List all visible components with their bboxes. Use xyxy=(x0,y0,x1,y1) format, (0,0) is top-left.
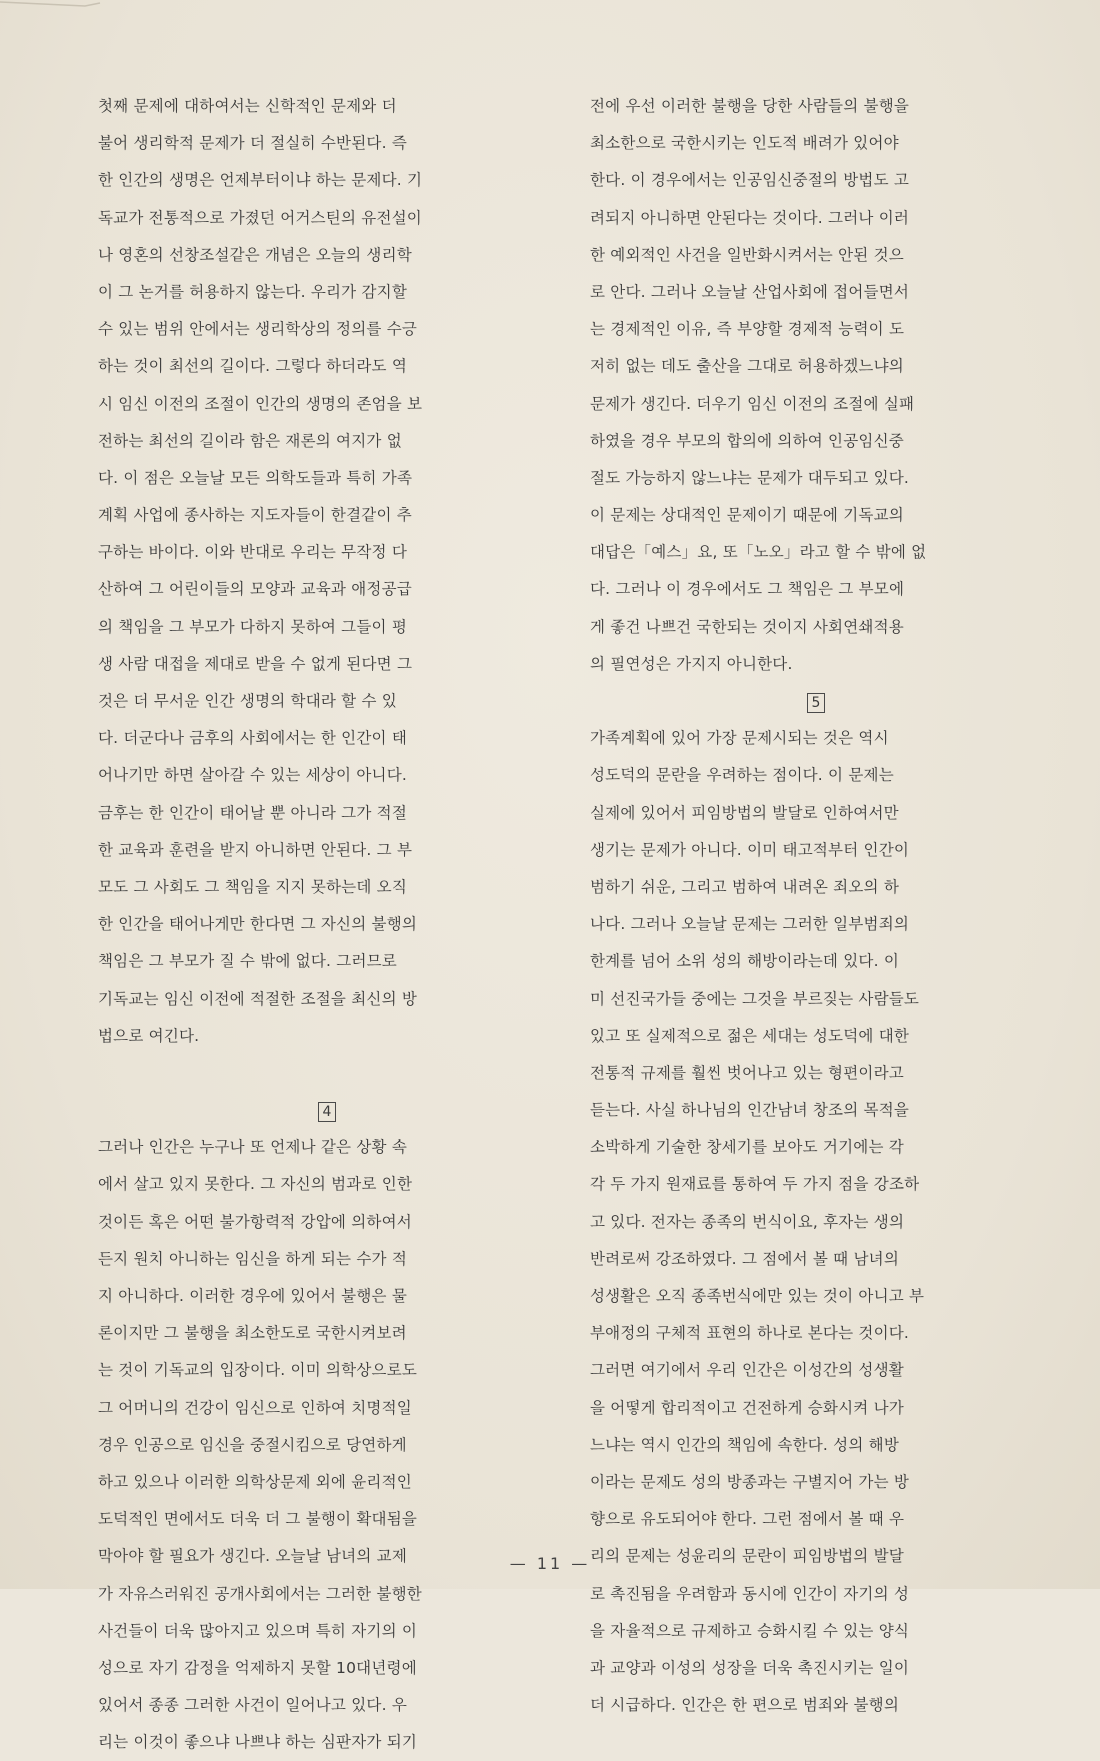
text-line: 구하는 바이다. 이와 반대로 우리는 무작정 다 xyxy=(98,543,408,562)
right-column xyxy=(590,88,1042,1724)
text-line: 독교가 전통적으로 가졌던 어거스틴의 유전설이 xyxy=(98,208,422,227)
section-number: 5 xyxy=(807,693,825,713)
text-line: 하는 것이 최선의 길이다. 그렇다 하더라도 역 xyxy=(98,357,408,376)
text-line: 경우 인공으로 임신을 중절시킴으로 당연하게 xyxy=(98,1435,407,1454)
text-line: 최소한으로 국한시키는 인도적 배려가 있어야 xyxy=(590,134,899,153)
text-line: 리는 이것이 좋으냐 나쁘냐 하는 심판자가 되기 xyxy=(98,1733,418,1752)
text-line: 있고 또 실제적으로 젊은 세대는 성도덕에 대한 xyxy=(590,1026,910,1045)
text-line: 향으로 유도되어야 한다. 그런 점에서 볼 때 우 xyxy=(590,1510,905,1529)
text-line: 전통적 규제를 훨씬 벗어나고 있는 형편이라고 xyxy=(590,1063,904,1082)
text-line: 한 인간의 생명은 언제부터이냐 하는 문제다. 기 xyxy=(98,171,423,190)
text-line: 성도덕의 문란을 우려하는 점이다. 이 문제는 xyxy=(590,766,894,785)
text-line: 한 교육과 훈련을 받지 아니하면 안된다. 그 부 xyxy=(98,840,413,859)
text-line: 나다. 그러나 오늘날 문제는 그러한 일부범죄의 xyxy=(590,915,910,934)
text-line: 소박하게 기술한 창세기를 보아도 거기에는 각 xyxy=(590,1138,904,1157)
left-column xyxy=(98,88,556,1761)
text-line: 듣는다. 사실 하나님의 인간남녀 창조의 목적을 xyxy=(590,1101,910,1120)
text-line: 범하기 쉬운, 그리고 범하여 내려온 죄오의 하 xyxy=(590,877,900,896)
text-line: 저히 없는 데도 출산을 그대로 허용하겠느냐의 xyxy=(590,357,904,376)
text-line: 성으로 자기 감정을 억제하지 못할 10대년령에 xyxy=(98,1658,417,1677)
text-line: 절도 가능하지 않느냐는 문제가 대두되고 있다. xyxy=(590,468,910,487)
text-line: 그러면 여기에서 우리 인간은 이성간의 성생활 xyxy=(590,1361,904,1380)
text-line: 든지 원치 아니하는 임신을 하게 되는 수가 적 xyxy=(98,1249,408,1268)
text-line: 그 어머니의 건강이 임신으로 인하여 치명적일 xyxy=(98,1398,412,1417)
text-line: 의 책임을 그 부모가 다하지 못하여 그들이 평 xyxy=(98,617,408,636)
text-line: 느냐는 역시 인간의 책임에 속한다. 성의 해방 xyxy=(590,1435,900,1454)
text-line: 의 필연성은 가지지 아니한다. xyxy=(590,654,793,673)
text-line: 고 있다. 전자는 종족의 번식이요, 후자는 생의 xyxy=(590,1212,905,1231)
text-line: 부애정의 구체적 표현의 하나로 본다는 것이다. xyxy=(590,1324,910,1343)
text-line: 한 예외적인 사건을 일반화시켜서는 안된 것으 xyxy=(590,245,904,264)
text-line: 과 교양과 이성의 성장을 더욱 촉진시키는 일이 xyxy=(590,1658,910,1677)
text-line: 어나기만 하면 살아갈 수 있는 세상이 아니다. xyxy=(98,766,408,785)
text-line: 게 좋건 나쁘건 국한되는 것이지 사회연쇄적용 xyxy=(590,617,904,636)
text-line: 하였을 경우 부모의 합의에 의하여 인공임신중 xyxy=(590,431,904,450)
text-line: 다. 더군다나 금후의 사회에서는 한 인간이 태 xyxy=(98,729,408,748)
text-line: 이 문제는 상대적인 문제이기 때문에 기독교의 xyxy=(590,506,904,525)
text-line: 도덕적인 면에서도 더욱 더 그 불행이 확대됨을 xyxy=(98,1510,418,1529)
text-line: 모도 그 사회도 그 책임을 지지 못하는데 오직 xyxy=(98,877,408,896)
text-line: 기독교는 임신 이전에 적절한 조절을 최신의 방 xyxy=(98,989,418,1008)
text-line: 각 두 가지 원재료를 통하여 두 가지 점을 강조하 xyxy=(590,1175,920,1194)
text-line: 생기는 문제가 아니다. 이미 태고적부터 인간이 xyxy=(590,840,910,859)
text-line: 전에 우선 이러한 불행을 당한 사람들의 불행을 xyxy=(590,97,910,115)
text-line: 사건들이 더욱 많아지고 있으며 특히 자기의 이 xyxy=(98,1621,418,1640)
section-number: 4 xyxy=(318,1102,336,1122)
text-line: 나 영혼의 선창조설같은 개념은 오늘의 생리학 xyxy=(98,245,412,264)
text-line: 그러나 인간은 누구나 또 언제나 같은 상황 속 xyxy=(98,1138,408,1157)
text-line: 금후는 한 인간이 태어날 뿐 아니라 그가 적절 xyxy=(98,803,408,822)
text-line: 더 시급하다. 인간은 한 편으로 범죄와 불행의 xyxy=(590,1696,900,1715)
text-line: 법으로 여긴다. xyxy=(98,1026,200,1045)
text-line: 론이지만 그 불행을 최소한도로 국한시켜보려 xyxy=(98,1324,407,1343)
text-line: 한다. 이 경우에서는 인공임신중절의 방법도 고 xyxy=(590,171,910,190)
text-line: 있어서 종종 그러한 사건이 일어나고 있다. 우 xyxy=(98,1696,408,1715)
corner-scratch-mark xyxy=(0,0,110,14)
text-line: 산하여 그 어린이들의 모양과 교육과 애정공급 xyxy=(98,580,412,599)
text-line: 리의 문제는 성윤리의 문란이 피임방법의 발달 xyxy=(590,1547,904,1566)
text-line: 한 인간을 태어나게만 한다면 그 자신의 불행의 xyxy=(98,915,418,934)
text-line: 가족계획에 있어 가장 문제시되는 것은 역시 xyxy=(590,729,889,748)
text-line: 생 사람 대접을 제대로 받을 수 없게 된다면 그 xyxy=(98,654,413,673)
text-line: 막아야 할 필요가 생긴다. 오늘날 남녀의 교제 xyxy=(98,1547,408,1566)
text-line: 이 그 논거를 허용하지 않는다. 우리가 감지할 xyxy=(98,282,408,301)
text-line: 지 아니하다. 이러한 경우에 있어서 불행은 물 xyxy=(98,1287,408,1305)
right-paragraph-a xyxy=(590,88,1042,683)
text-line: 시 임신 이전의 조절이 인간의 생명의 존엄을 보 xyxy=(98,394,423,413)
text-line: 가 자유스러워진 공개사회에서는 그러한 불행한 xyxy=(98,1584,422,1603)
text-line: 을 자율적으로 규제하고 승화시킬 수 있는 양식 xyxy=(590,1621,910,1640)
text-line: 성생활은 오직 종족번식에만 있는 것이 아니고 부 xyxy=(590,1287,925,1305)
text-line: 첫째 문제에 대하여서는 신학적인 문제와 더 xyxy=(98,97,397,115)
left-paragraph-b xyxy=(98,1129,556,1761)
text-line: 불어 생리학적 문제가 더 절실히 수반된다. 즉 xyxy=(98,134,408,153)
spacer xyxy=(98,1055,556,1092)
text-line: 이라는 문제도 성의 방종과는 구별지어 가는 방 xyxy=(590,1472,910,1491)
text-line: 것이든 혹은 어떤 불가항력적 강압에 의하여서 xyxy=(98,1212,412,1231)
text-line: 다. 이 점은 오늘날 모든 의학도들과 특히 가족 xyxy=(98,468,413,487)
text-line: 계획 사업에 종사하는 지도자들이 한결같이 추 xyxy=(98,506,412,525)
text-line: 로 안다. 그러나 오늘날 산업사회에 접어들면서 xyxy=(590,282,910,301)
page-number: — 11 — xyxy=(509,1554,591,1573)
text-line: 책임은 그 부모가 질 수 밖에 없다. 그러므로 xyxy=(98,952,397,971)
text-line: 는 경제적인 이유, 즉 부양할 경제적 능력이 도 xyxy=(590,320,905,339)
text-line: 것은 더 무서운 인간 생명의 학대라 할 수 있 xyxy=(98,692,397,710)
text-line: 수 있는 범위 안에서는 생리학상의 정의를 수긍 xyxy=(98,320,418,339)
text-line: 다. 그러나 이 경우에서도 그 책임은 그 부모에 xyxy=(590,580,905,599)
text-line: 로 촉진됨을 우려함과 동시에 인간이 자기의 성 xyxy=(590,1584,910,1603)
text-line: 반려로써 강조하였다. 그 점에서 볼 때 남녀의 xyxy=(590,1249,900,1268)
text-line: 실제에 있어서 피임방법의 발달로 인하여서만 xyxy=(590,803,899,822)
text-line: 는 것이 기독교의 입장이다. 이미 의학상으로도 xyxy=(98,1361,418,1380)
left-paragraph-a xyxy=(98,88,556,1055)
text-line: 려되지 아니하면 안된다는 것이다. 그러나 이러 xyxy=(590,208,910,227)
text-line: 하고 있으나 이러한 의학상문제 외에 윤리적인 xyxy=(98,1472,412,1491)
text-line: 을 어떻게 합리적이고 건전하게 승화시켜 나가 xyxy=(590,1398,904,1417)
right-paragraph-b xyxy=(590,720,1042,1724)
text-line: 대답은「예스」요, 또「노오」라고 할 수 밖에 없 xyxy=(590,543,927,562)
text-line: 미 선진국가들 중에는 그것을 부르짖는 사람들도 xyxy=(590,989,920,1008)
text-line: 문제가 생긴다. 더우기 임신 이전의 조절에 실패 xyxy=(590,394,915,413)
section-marker-5 xyxy=(590,683,1042,720)
text-line: 에서 살고 있지 못한다. 그 자신의 범과로 인한 xyxy=(98,1175,413,1194)
text-line: 한계를 넘어 소위 성의 해방이라는데 있다. 이 xyxy=(590,952,900,971)
text-line: 전하는 최선의 길이라 함은 재론의 여지가 없 xyxy=(98,431,402,450)
section-marker-4 xyxy=(98,1092,556,1129)
